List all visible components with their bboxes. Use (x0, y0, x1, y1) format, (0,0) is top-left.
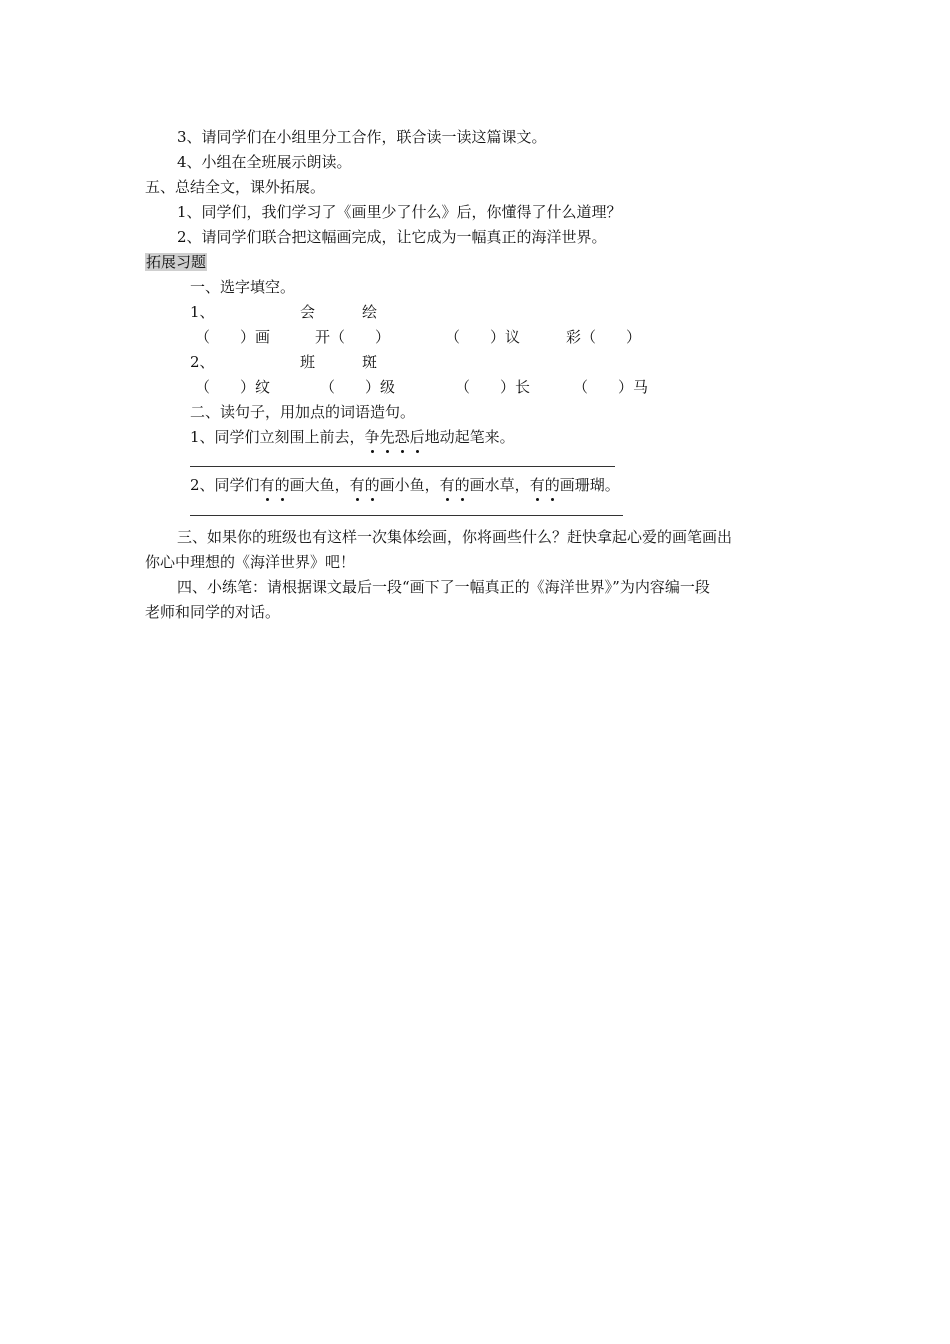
section-5-heading: 五、总结全文，课外拓展。 (145, 178, 326, 196)
exercises-heading-label: 拓展习题 (146, 253, 207, 271)
step-3-text: 3、请同学们在小组里分工合作，联合读一读这篇课文。 (177, 128, 547, 146)
dotted-char: 的 (274, 476, 290, 494)
q2-sentence-2 (190, 475, 620, 495)
exercises-heading (145, 252, 207, 272)
q1-1-blank-4: 彩（ ） (566, 328, 642, 346)
dotted-char: 有 (529, 476, 545, 494)
sentence-text: 画大鱼， (289, 476, 350, 494)
dotted-char: 的 (454, 476, 470, 494)
q1-1-blank-2: 开（ ） (315, 328, 391, 346)
q1-2-char-1: 班 (300, 353, 316, 371)
sentence-text: 地动起笔来。 (424, 428, 515, 446)
q1-2-char-2: 斑 (362, 353, 378, 371)
dotted-char: 恐 (394, 428, 410, 446)
q2-sentence-1 (190, 427, 515, 447)
dotted-char: 的 (544, 476, 560, 494)
q1-2-blank-1: （ ）纹 (195, 378, 271, 396)
q2-title: 二、读句子，用加点的词语造句。 (190, 403, 416, 421)
answer-line-2 (190, 515, 623, 516)
dotted-char: 有 (259, 476, 275, 494)
summary-question-1: 1、同学们，我们学习了《画里少了什么》后，你懂得了什么道理？ (177, 203, 622, 221)
q1-title: 一、选字填空。 (190, 278, 296, 296)
dotted-char: 争 (364, 428, 380, 446)
q1-2-blank-2: （ ）级 (320, 378, 396, 396)
sentence-text: 画珊瑚。 (559, 476, 620, 494)
q1-1-blank-3: （ ）议 (445, 328, 521, 346)
dotted-char: 的 (364, 476, 380, 494)
q3-line-1: 三、如果你的班级也有这样一次集体绘画，你将画些什么？赶快拿起心爱的画笔画出 (177, 528, 733, 546)
q1-1-blank-1: （ ）画 (195, 328, 271, 346)
sentence-text: 画水草， (469, 476, 530, 494)
sentence-text: 1、同学们立刻围上前去， (190, 428, 365, 446)
q3-line-2: 你心中理想的《海洋世界》吧！ (145, 553, 356, 571)
sentence-text: 画小鱼， (379, 476, 440, 494)
dotted-char: 先 (379, 428, 395, 446)
dotted-char: 后 (409, 428, 425, 446)
dotted-char: 有 (439, 476, 455, 494)
step-4-text: 4、小组在全班展示朗读。 (177, 153, 352, 171)
q1-1-char-1: 会 (300, 303, 316, 321)
q4-line-2: 老师和同学的对话。 (145, 603, 281, 621)
q1-1-char-2: 绘 (362, 303, 378, 321)
answer-line-1 (190, 466, 615, 467)
q1-2-blank-4: （ ）马 (573, 378, 649, 396)
dotted-char: 有 (349, 476, 365, 494)
q1-2-number: 2、 (190, 353, 215, 371)
q1-1-number: 1、 (190, 303, 215, 321)
q1-2-blank-3: （ ）长 (455, 378, 531, 396)
summary-question-2: 2、请同学们联合把这幅画完成，让它成为一幅真正的海洋世界。 (177, 228, 607, 246)
sentence-text: 2、同学们 (190, 476, 260, 494)
q4-line-1: 四、小练笔：请根据课文最后一段“画下了一幅真正的《海洋世界》”为内容编一段 (177, 578, 710, 596)
